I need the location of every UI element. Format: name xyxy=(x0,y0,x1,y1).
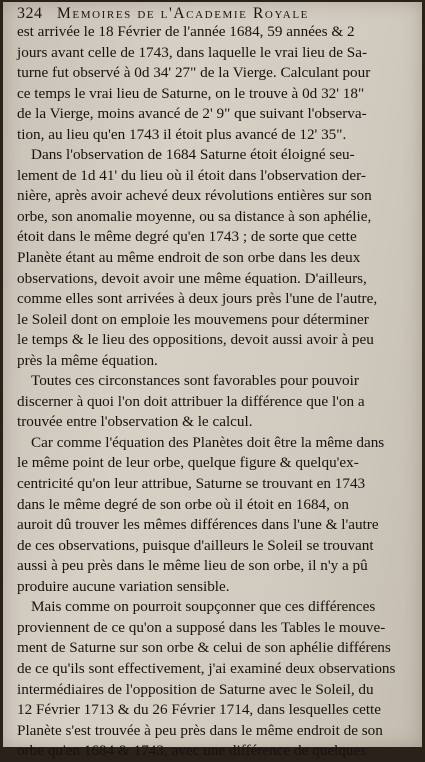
text-line: Toutes ces circonstances sont favorables pour pouvoir xyxy=(31,372,359,390)
book-page xyxy=(3,2,422,760)
text-line: trouvée entre l'observation & le calcul. xyxy=(17,413,253,431)
text-line: dans le même degré de son orbe où il étoit en 1684, on xyxy=(17,495,349,513)
text-line: Dans l'observation de 1684 Saturne étoit éloigné seu- xyxy=(31,146,355,164)
text-line: lement de 1d 41' du lieu où il étoit dans l'observation der- xyxy=(17,166,366,184)
text-line: le temps & le lieu des oppositions, devoit aussi avoir à peu xyxy=(17,331,374,349)
text-line: observations, devoit avoir une même équation. D'ailleurs, xyxy=(17,269,367,287)
text-line: 12 Février 1713 & du 26 Février 1714, dans lesquelles cette xyxy=(17,701,381,719)
page-number: 324 xyxy=(17,5,43,22)
text-line: nière, après avoir achevé deux révolutions entières sur son xyxy=(17,187,372,205)
paragraph xyxy=(17,371,419,433)
text-line: est arrivée le 18 Février de l'année 1684, 59 années & 2 xyxy=(17,23,355,40)
text-line: ment de Saturne sur son orbe & celui de son aphélie différens xyxy=(17,639,391,657)
text-line: Mais comme on pourroit soupçonner que ces différences xyxy=(31,598,376,616)
text-line: tion, au lieu qu'en 1743 il étoit plus avancé de 12' 35". xyxy=(17,125,347,143)
text-line: discerner à quoi l'on doit attribuer la différence que l'on a xyxy=(17,392,365,410)
text-line: Car comme l'équation des Planètes doit être la même dans xyxy=(31,433,385,451)
body-text xyxy=(17,22,419,762)
text-line: centricité qu'on leur attribue, Saturne se trouvant en 1743 xyxy=(17,475,366,493)
text-line: comme elles sont arrivées à deux jours près l'une de l'autre, xyxy=(17,290,378,308)
text-line: de ces observations, puisque d'ailleurs le Soleil se trouvant xyxy=(17,536,374,554)
text-line: jours avant celle de 1743, dans laquelle le vrai lieu de Sa- xyxy=(17,43,368,61)
text-line: auroit dû trouver les mêmes différences dans l'une & l'autre xyxy=(17,516,379,534)
text-line: le même point de leur orbe, quelque figure & quelqu'ex- xyxy=(17,454,359,472)
text-line: étoit dans le même degré qu'en 1743 ; de sorte que cette xyxy=(17,228,357,246)
paragraph xyxy=(17,433,419,597)
text-line: de ce qu'ils sont effectivement, j'ai examiné deux observations xyxy=(17,659,396,677)
text-line: orbe qu'en 1684 & 1743, avec une différence de quelques xyxy=(17,742,367,760)
text-line: près la même équation. xyxy=(17,351,158,369)
paragraph xyxy=(17,22,419,145)
paragraph xyxy=(17,145,419,371)
text-line: le Soleil dont on emploie les mouvemens pour déterminer xyxy=(17,310,369,328)
text-line: intermédiaires de l'opposition de Saturne avec le Soleil, du xyxy=(17,680,374,698)
text-line: de la Vierge, moins avancé de 2' 9" que suivant l'observa- xyxy=(17,105,367,123)
text-line: Planète étant au même endroit de son orbe dans les deux xyxy=(17,249,361,267)
running-title: Memoires de l'Academie Royale xyxy=(57,5,309,22)
text-line: aussi à peu près dans le même lieu de son orbe, il n'y a pû xyxy=(17,557,368,575)
paragraph xyxy=(17,597,419,761)
text-line: Planète s'est trouvée à peu près dans le même endroit de son xyxy=(17,721,383,739)
text-line: orbe, son anomalie moyenne, ou sa distance à son aphélie, xyxy=(17,207,372,225)
text-line: proviennent de ce qu'on a supposé dans les Tables le mouve- xyxy=(17,618,386,636)
text-line: ce temps le vrai lieu de Saturne, on le trouve à 0d 32' 18" xyxy=(17,84,365,102)
text-line: turne fut observé à 0d 34' 27" de la Vierge. Calculant pour xyxy=(17,64,371,82)
text-line: produire aucune variation sensible. xyxy=(17,577,230,595)
